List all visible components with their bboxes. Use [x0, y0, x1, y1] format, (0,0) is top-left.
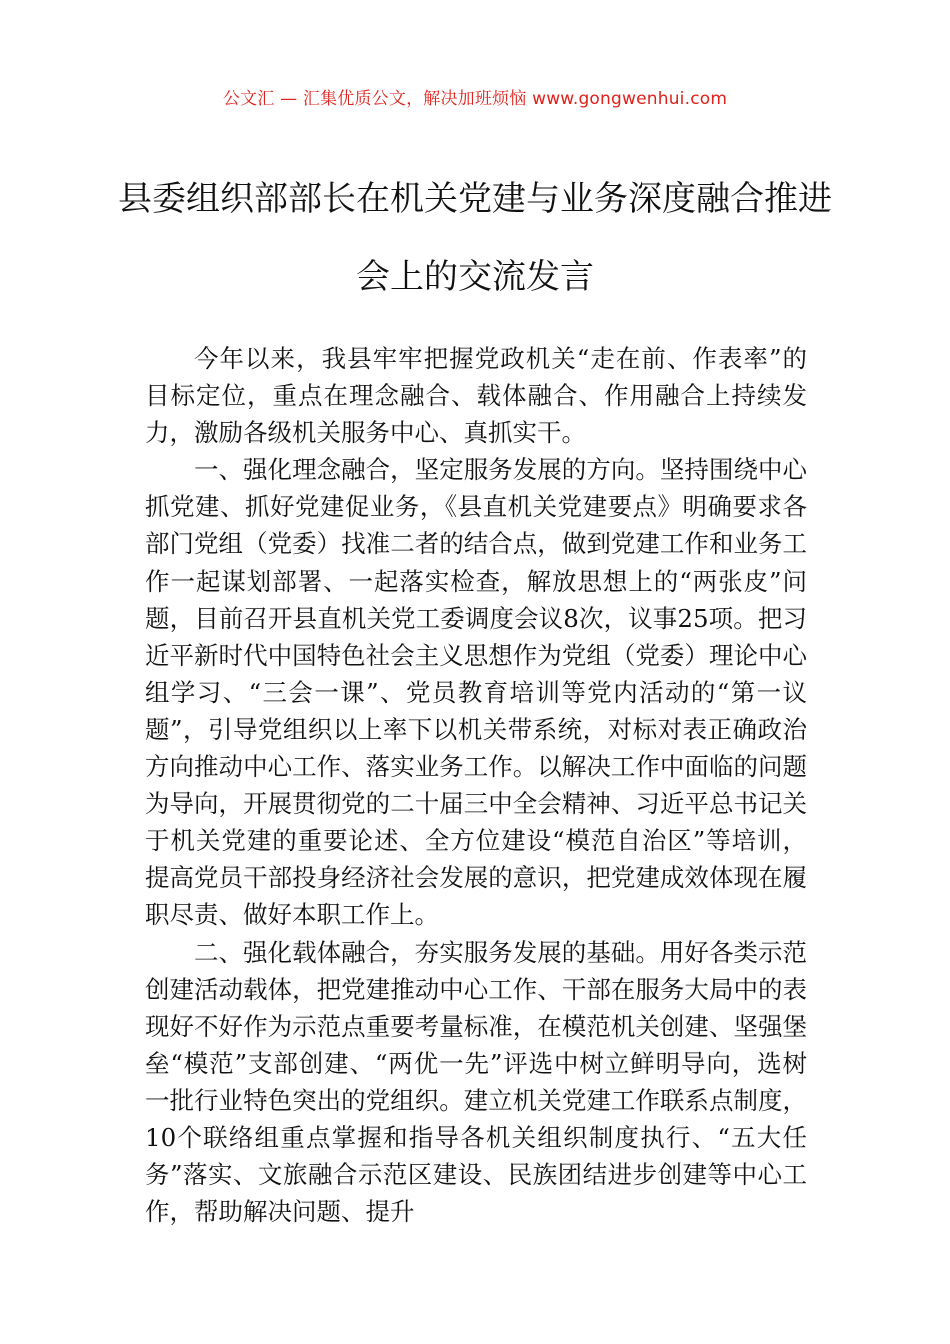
document-body	[145, 340, 807, 1230]
header-banner: 公文汇 — 汇集优质公文，解决加班烦恼 www.gongwenhui.com	[222, 89, 728, 109]
section-heading: 二、强化载体融合，夯实服务发展的基础。	[194, 937, 660, 967]
paragraph-text: 今年以来，我县牢牢把握党政机关“走在前、作表率”的目标定位，重点在理念融合、载体融合、作用融合上持续发力，激励各级机关服务中心、真抓实干。	[145, 344, 807, 448]
paragraph-text: 用好各类示范创建活动载体，把党建推动中心工作、干部在服务大局中的表现好不好作为示范点重要考量标准，在模范机关创建、坚强堡垒“模范”支部创建、“两优一先”评选中树立鲜明导向，选树一批行业特色突出的党组织。建立机关党建工作联系点制度，10个联络组重点掌握和指导各机关组织制度执行、“五大任务”落实、文旅融合示范区建设、民族团结进步创建等中心工作，帮助解决问题、提升	[145, 937, 808, 1227]
paragraph	[145, 451, 807, 933]
section-heading: 一、强化理念融合，坚定服务发展的方向。	[194, 455, 660, 485]
paragraph	[145, 340, 807, 451]
page-title: 县委组织部部长在机关党建与业务深度融合推进会上的交流发言	[118, 179, 832, 297]
paragraph-text: 坚持围绕中心抓党建、抓好党建促业务，《县直机关党建要点》明确要求各部门党组（党委）找准二者的结合点，做到党建工作和业务工作一起谋划部署、一起落实检查，解放思想上的“两张皮”问题，目前召开县直机关党工委调度会议8次，议事25项。把习近平新时代中国特色社会主义思想作为党组（党委）理论中心组学习、“三会一课”、党员教育培训等党内活动的“第一议题”，引导党组织以上率下以机关带系统，对标对表正确政治方向推动中心工作、落实业务工作。以解决工作中面临的问题为导向，开展贯彻党的二十届三中全会精神、习近平总书记关于机关党建的重要论述、全方位建设“模范自治区”等培训，提高党员干部投身经济社会发展的意识，把党建成效体现在履职尽责、做好本职工作上。	[145, 455, 808, 930]
paragraph	[145, 934, 807, 1231]
